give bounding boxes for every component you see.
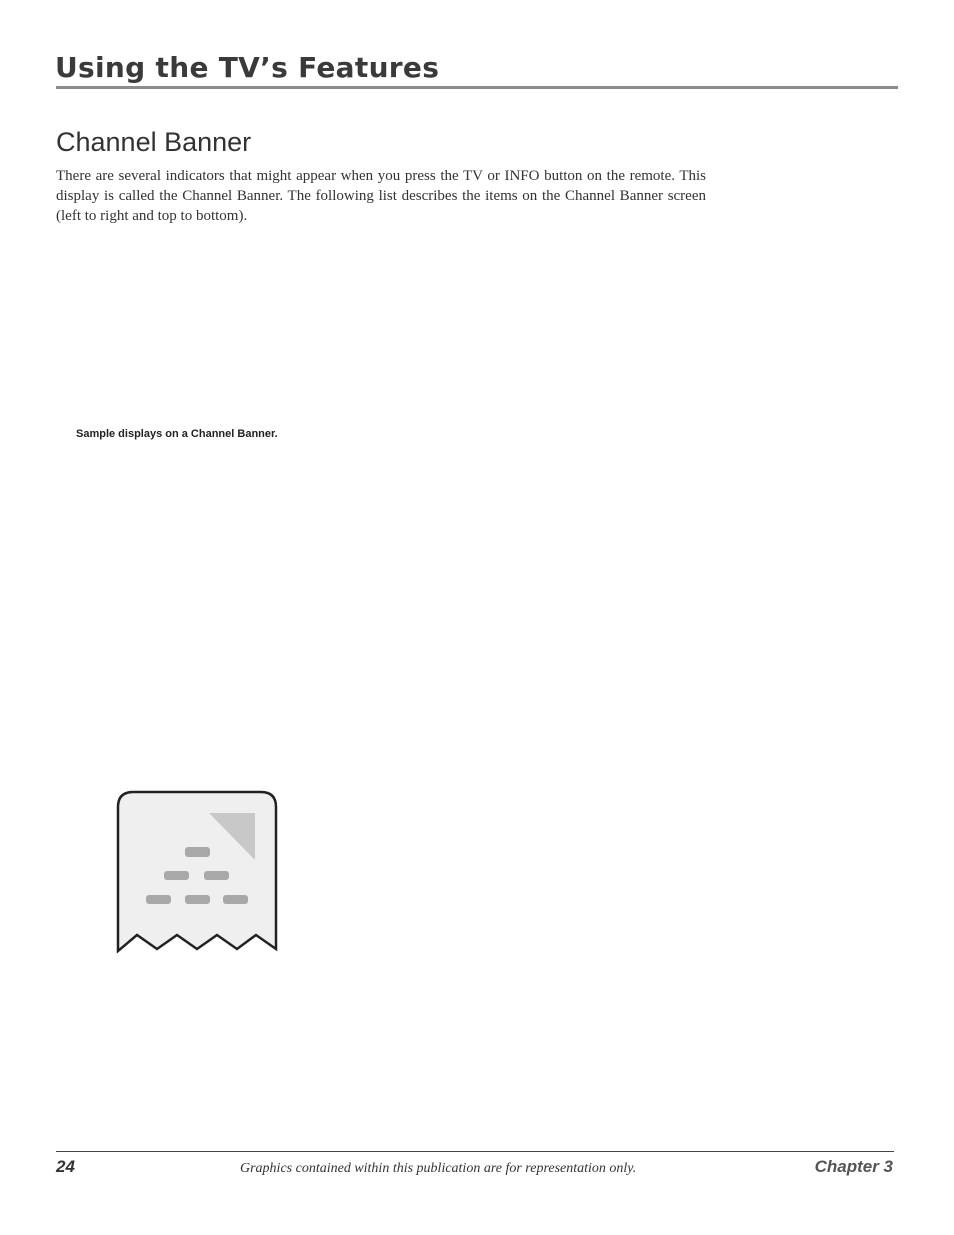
footer-disclaimer: Graphics contained within this publication are for representation only. — [240, 1161, 637, 1176]
page-header-title: Using the TV’s Features — [55, 51, 440, 84]
chapter-label: Chapter 3 — [814, 1157, 893, 1176]
remote-button — [185, 847, 210, 857]
remote-button — [185, 895, 210, 904]
page-number: 24 — [56, 1157, 75, 1176]
remote-control-icon — [115, 789, 279, 955]
figure-caption: Sample displays on a Channel Banner. — [76, 428, 278, 440]
header-divider — [56, 86, 898, 89]
remote-button — [164, 871, 189, 880]
intro-paragraph: There are several indicators that might appear when you press the TV or INFO button on the remote. This display is called the Channel Banner. The following list describes the items on the Channel Banner screen (left to right and top to bottom). — [56, 168, 706, 224]
remote-button — [204, 871, 229, 880]
remote-button — [146, 895, 171, 904]
remote-button — [223, 895, 248, 904]
section-title: Channel Banner — [56, 127, 252, 157]
footer-divider — [56, 1151, 894, 1152]
